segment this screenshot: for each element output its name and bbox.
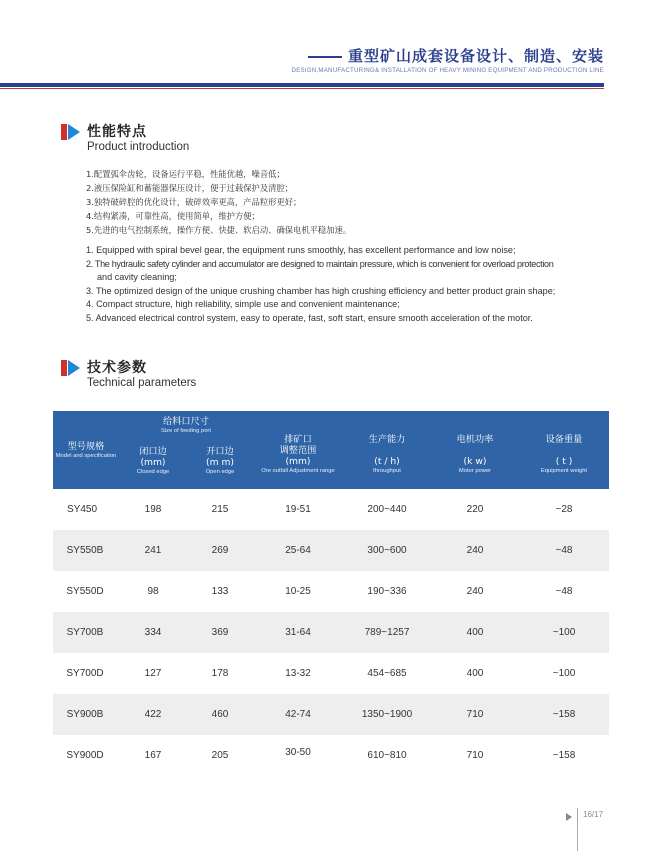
section-marker-icon bbox=[61, 124, 81, 140]
col-open-header: 开口边 (m m) Open edge bbox=[205, 446, 235, 475]
col-outfall-header: 排矿口 调整范围 (mm) Ore outfall Adjustment range bbox=[261, 434, 335, 474]
list-item: 5.先进的电气控制系统，操作方便、快捷、软启动、确保电机平稳加速。 bbox=[86, 225, 352, 235]
table-header bbox=[53, 411, 609, 489]
params-heading-en: Technical parameters bbox=[87, 377, 197, 389]
list-item-text: 2. The hydraulic safety cylinder and accumulator are designed to maintain pressure, which is convenient for overload protection bbox=[86, 258, 554, 269]
list-item: 1.配置弧伞齿轮，设备运行平稳，性能优越，噪音低； bbox=[86, 169, 285, 179]
header-title-text: 重型矿山成套设备设计、制造、安装 bbox=[347, 47, 604, 65]
page-header-title bbox=[308, 45, 604, 66]
list-item: 4.结构紧凑，可靠性高，使用简单，维护方便； bbox=[86, 211, 260, 221]
list-item: 2.液压保险缸和蓄能器保压设计，便于过载保护及清腔； bbox=[86, 183, 294, 193]
features-heading-cn: 性能特点 bbox=[87, 124, 147, 140]
col-motor-header: 电机功率 (k w) Motor power bbox=[456, 434, 494, 474]
features-heading-en: Product introduction bbox=[87, 141, 190, 153]
spec-table bbox=[53, 411, 609, 776]
col-weight-header: 设备重量 ( t ) Equipment weight bbox=[540, 434, 588, 474]
features-list-cn bbox=[86, 167, 351, 237]
header-rule-accent bbox=[0, 88, 604, 89]
section-marker-icon bbox=[61, 360, 81, 376]
header-rule bbox=[0, 83, 604, 87]
col-feed-header: 给料口尺寸 Size of feeding port bbox=[161, 416, 211, 434]
list-item: 5. Advanced electrical control system, easy to operate, fast, soft start, ensure smooth acceleration of the motor. bbox=[86, 312, 533, 323]
table-row: SY900D 167 205 30-50 610~810 710 ~158 bbox=[66, 747, 576, 761]
table-row: SY550B 241 269 25-64 300~600 240 ~48 bbox=[53, 530, 609, 571]
footer-divider bbox=[577, 808, 578, 851]
list-item: 1. Equipped with spiral bevel gear, the equipment runs smoothly, has excellent performance and low noise; bbox=[86, 245, 516, 255]
list-item: 3.独特破碎腔的优化设计，破碎效率更高，产品粒形更好； bbox=[86, 197, 302, 207]
table-row: SY550D 98 133 10-25 190~336 240 ~48 bbox=[66, 586, 573, 597]
header-dash bbox=[308, 56, 342, 58]
list-item: 4. Compact structure, high reliability, simple use and convenient maintenance; bbox=[86, 299, 400, 310]
col-model-header: 型号规格 Model and specification bbox=[55, 441, 117, 459]
page-header-subtitle: DESIGN,MANUFACTURING& INSTALLATION OF HEAVY MINING EQUIPMENT AND PRODUCTION LINE bbox=[291, 67, 604, 74]
table-row: SY700D 127 178 13-32 454~685 400 ~100 bbox=[66, 668, 576, 679]
list-item: 3. The optimized design of the unique crushing chamber has high crushing efficiency and better product grain shape; bbox=[86, 285, 556, 296]
features-list-en bbox=[86, 244, 606, 326]
page-number: 16/17 bbox=[583, 810, 604, 819]
table-row: SY700B 334 369 31-64 789~1257 400 ~100 bbox=[53, 612, 609, 653]
col-capacity-header: 生产能力 (t / h) throughput bbox=[368, 434, 406, 474]
list-item bbox=[86, 258, 606, 285]
table-row: SY900B 422 460 42-74 1350~1900 710 ~158 bbox=[53, 694, 609, 735]
page-arrow-icon bbox=[566, 813, 572, 821]
params-heading-cn: 技术参数 bbox=[87, 360, 147, 376]
table-row: SY450 198 215 19-51 200~440 220 ~28 bbox=[66, 504, 573, 515]
list-item-continuation: and cavity cleaning; bbox=[97, 272, 177, 283]
col-closed-header: 闭口边 (mm) Closed edge bbox=[136, 446, 170, 475]
